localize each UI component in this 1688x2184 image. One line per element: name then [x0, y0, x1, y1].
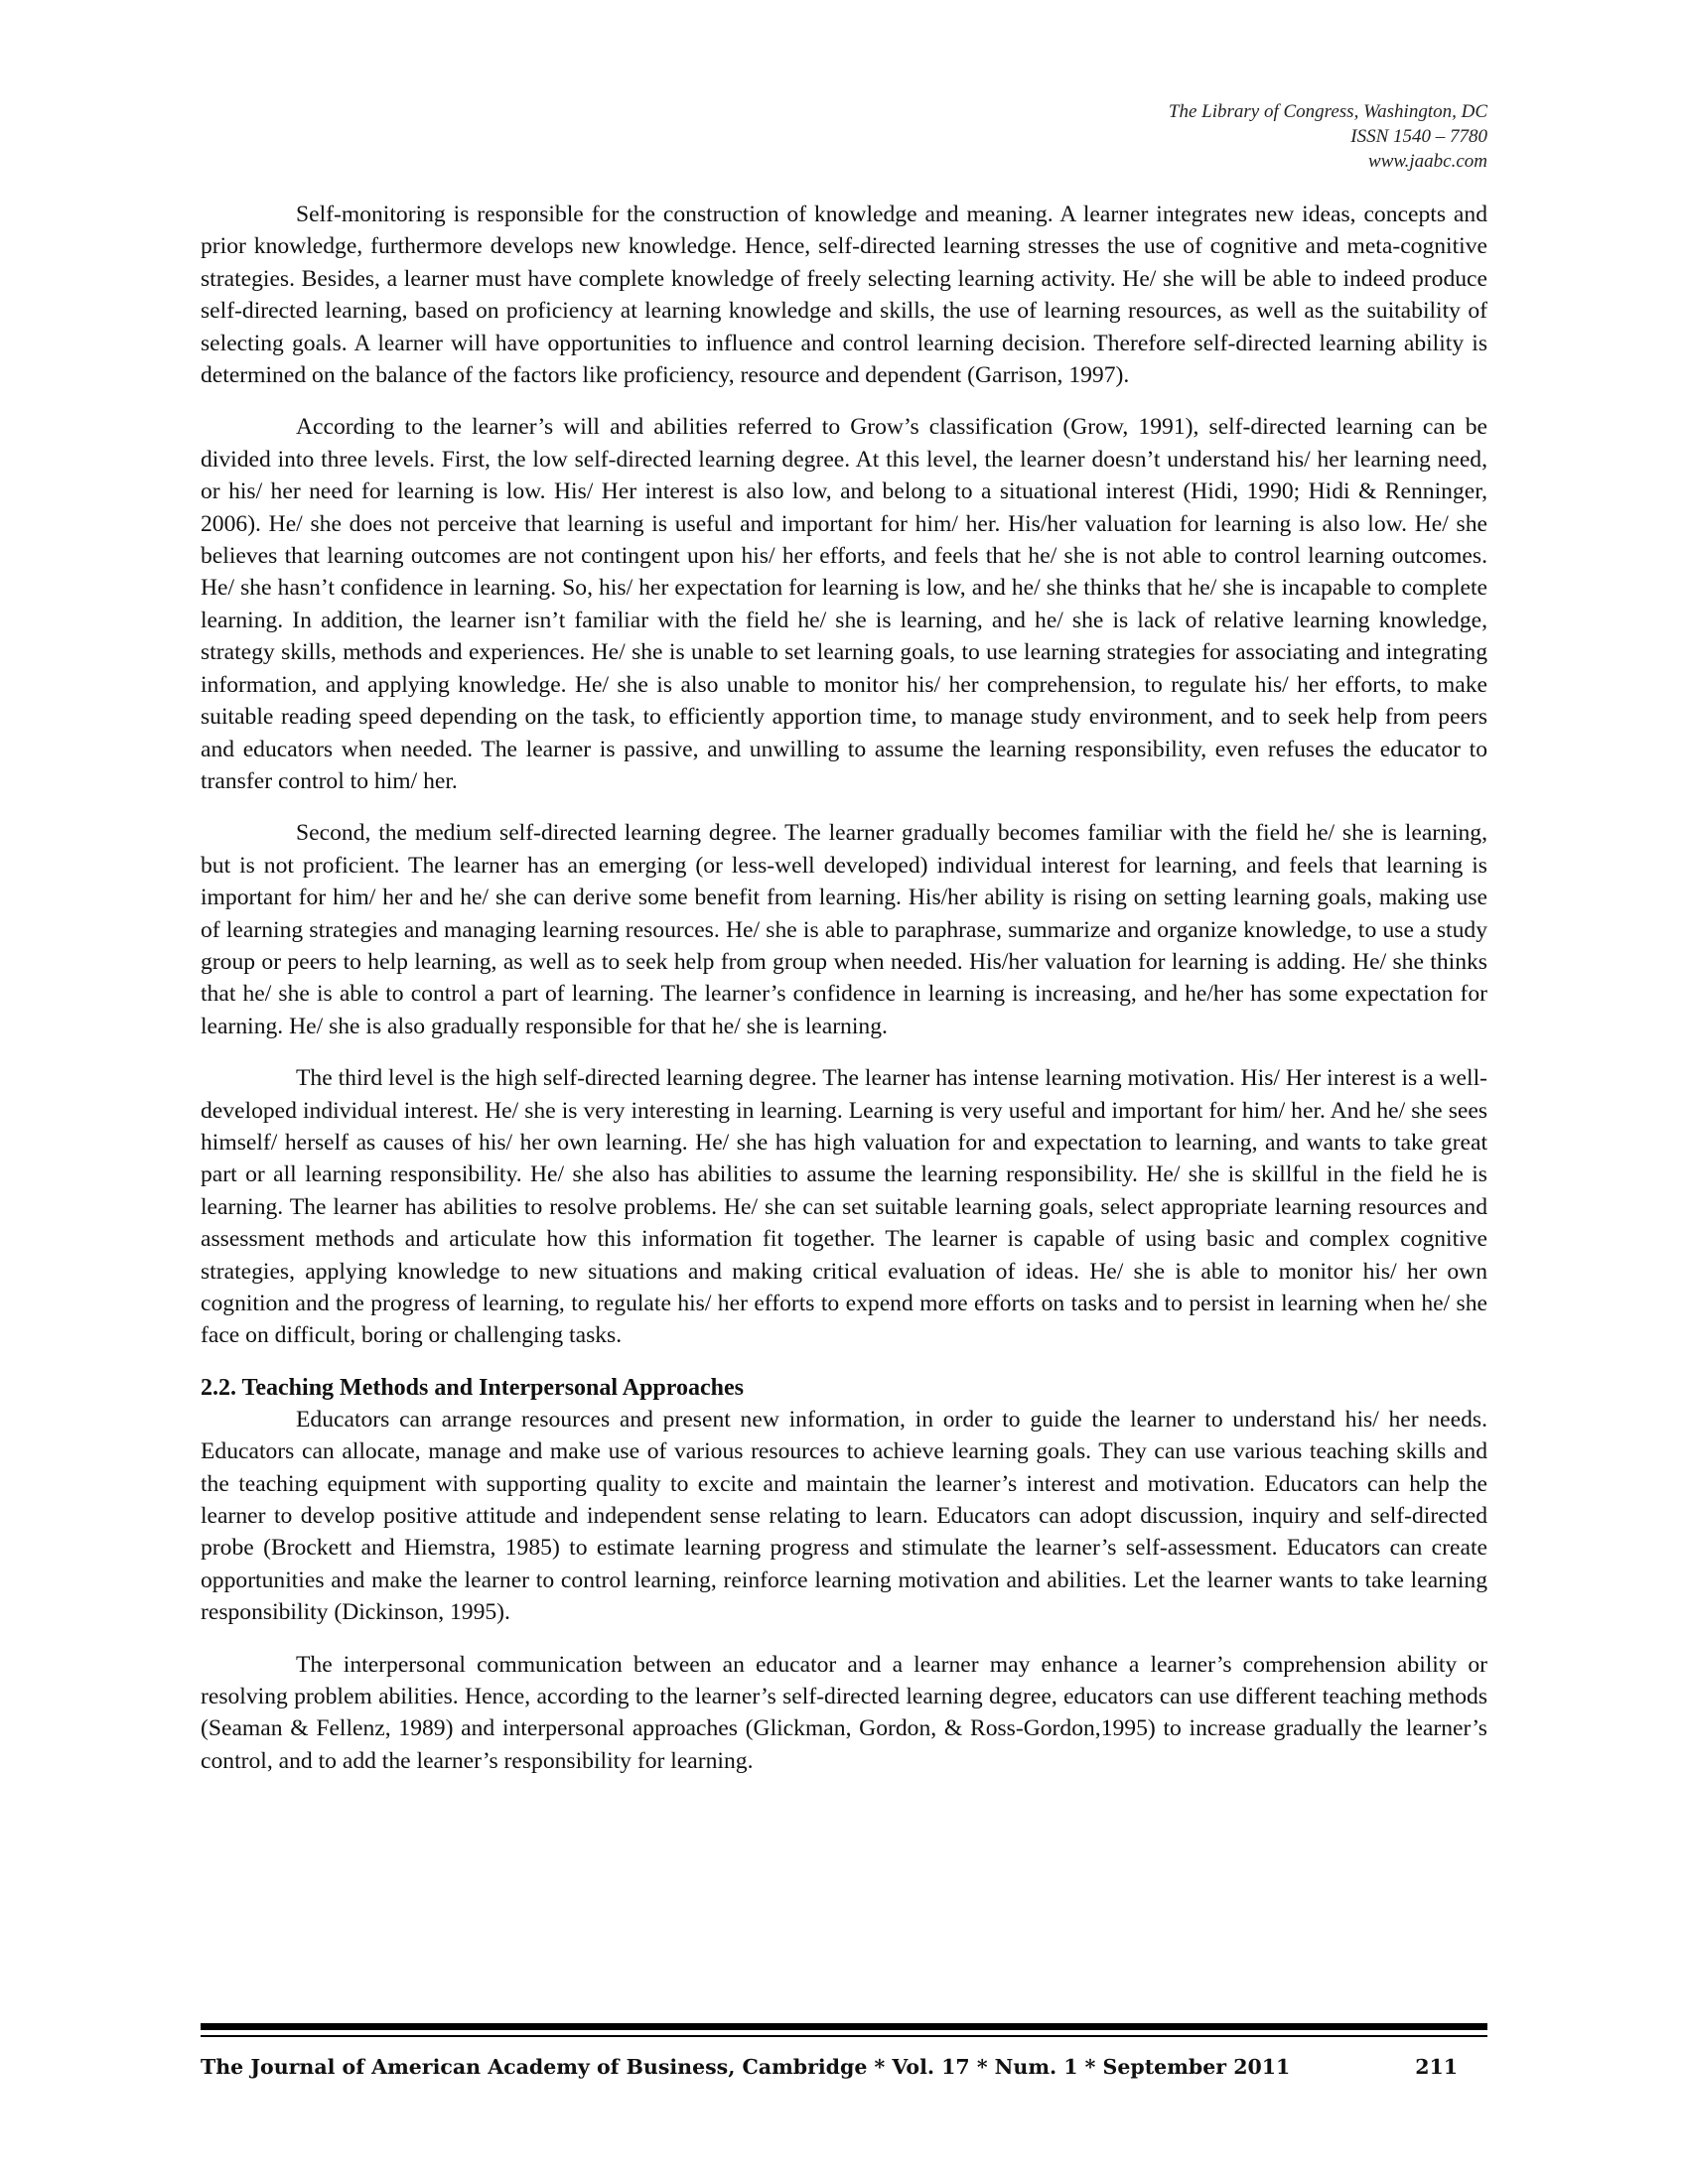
paragraph-self-monitoring: Self-monitoring is responsible for the construction of knowledge and meaning. A learner integrates new ideas, concepts and prior knowledge, furthermore develops new knowledge. Hence, self-directed learning stresses the use of cognitive and meta-cognitive strategies. Besides, a learner must have complete knowledge of freely selecting learning activity. He/ she will be able to indeed produce self-directed learning, based on proficiency at learning knowledge and skills, the use of learning resources, as well as the suitability of selecting goals. A learner will have opportunities to influence and control learning decision. Therefore self-directed learning ability is determined on the balance of the factors like proficiency, resource and dependent (Garrison, 1997). — [201, 202, 1487, 389]
section-heading: 2.2. Teaching Methods and Interpersonal Approaches — [201, 1374, 744, 1401]
footer-rule-thin — [201, 2035, 1487, 2037]
header-issn: ISSN 1540 – 7780 — [1350, 126, 1487, 147]
footer-journal-info: The Journal of American Academy of Business, Cambridge * Vol. 17 * Num. 1 * September 2011 — [201, 2055, 1291, 2079]
paragraph-interpersonal: The interpersonal communication between an educator and a learner may enhance a learner’s comprehension ability or resolving problem abilities. Hence, according to the learner’s self-directed learning degree, educators can use different teaching methods (Seaman & Fellenz, 1989) and interpersonal approaches (Glickman, Gordon, & Ross-Gordon,1995) to increase gradually the learner’s control, and to add the learner’s responsibility for learning. — [201, 1651, 1487, 1774]
paragraph-low-degree: According to the learner’s will and abilities referred to Grow’s classification (Grow, 1991), self-directed learning can be divided into three levels. First, the low self-directed learning degree. At this level, the learner doesn’t understand his/ her learning need, or his/ her need for learning is low. His/ Her interest is also low, and belong to a situational interest (Hidi, 1990; Hidi & Renninger, 2006). He/ she does not perceive that learning is useful and important for him/ her. His/her valuation for learning is also low. He/ she believes that learning outcomes are not contingent upon his/ her efforts, and feels that he/ she is not able to control learning outcomes. He/ she hasn’t confidence in learning. So, his/ her expectation for learning is low, and he/ she thinks that he/ she is incapable to complete learning. In addition, the learner isn’t familiar with the field he/ she is learning, and he/ she is lack of relative learning knowledge, strategy skills, methods and experiences. He/ she is unable to set learning goals, to use learning strategies for associating and integrating information, and applying knowledge. He/ she is also unable to monitor his/ her comprehension, to regulate his/ her efforts, to make suitable reading speed depending on the task, to efficiently apportion time, to manage study environment, and to seek help from peers and educators when needed. The learner is passive, and unwilling to assume the learning responsibility, even refuses the educator to transfer control to him/ her. — [201, 414, 1487, 794]
footer-rule-thick — [201, 2023, 1487, 2030]
article-body — [201, 199, 1487, 1797]
running-header — [1169, 99, 1487, 174]
paragraph-medium-degree: Second, the medium self-directed learning degree. The learner gradually becomes familiar with the field he/ she is learning, but is not proficient. The learner has an emerging (or less-well developed) individual interest for learning, and feels that learning is important for him/ her and he/ she can derive some benefit from learning. His/her ability is rising on setting learning goals, making use of learning strategies and managing learning resources. He/ she is able to paraphrase, summarize and organize knowledge, to use a study group or peers to help learning, as well as to seek help from group when needed. His/her valuation for learning is adding. He/ she thinks that he/ she is able to control a part of learning. The learner’s confidence in learning is increasing, and he/her has some expectation for learning. He/ she is also gradually responsible for that he/ she is learning. — [201, 820, 1487, 1039]
paragraph-educators: Educators can arrange resources and present new information, in order to guide the learner to understand his/ her needs. Educators can allocate, manage and make use of various resources to achieve learning goals. They can use various teaching skills and the teaching equipment with supporting quality to excite and maintain the learner’s interest and motivation. Educators can help the learner to develop positive attitude and independent sense relating to learn. Educators can adopt discussion, inquiry and self-directed probe (Brockett and Hiemstra, 1985) to estimate learning progress and stimulate the learner’s self-assessment. Educators can create opportunities and make the learner to control learning, reinforce learning motivation and abilities. Let the learner wants to take learning responsibility (Dickinson, 1995). — [201, 1406, 1487, 1626]
header-website: www.jaabc.com — [1368, 151, 1487, 172]
page-number: 211 — [1415, 2055, 1458, 2079]
running-footer — [201, 2053, 1487, 2081]
paragraph-high-degree: The third level is the high self-directed learning degree. The learner has intense learning motivation. His/ Her interest is a well-developed individual interest. He/ she is very interesting in learning. Learning is very useful and important for him/ her. And he/ she sees himself/ herself as causes of his/ her own learning. He/ she has high valuation for and expectation to learning, and wants to take great part or all learning responsibility. He/ she also has abilities to assume the learning responsibility. He/ she is skillful in the field he is learning. The learner has abilities to resolve problems. He/ she can set suitable learning goals, select appropriate learning resources and assessment methods and articulate how this information fit together. The learner is capable of using basic and complex cognitive strategies, applying knowledge to new situations and making critical evaluation of ideas. He/ she is able to monitor his/ her own cognition and the progress of learning, to regulate his/ her efforts to expend more efforts on tasks and to persist in learning when he/ she face on difficult, boring or challenging tasks. — [201, 1065, 1487, 1349]
header-library: The Library of Congress, Washington, DC — [1168, 101, 1487, 122]
